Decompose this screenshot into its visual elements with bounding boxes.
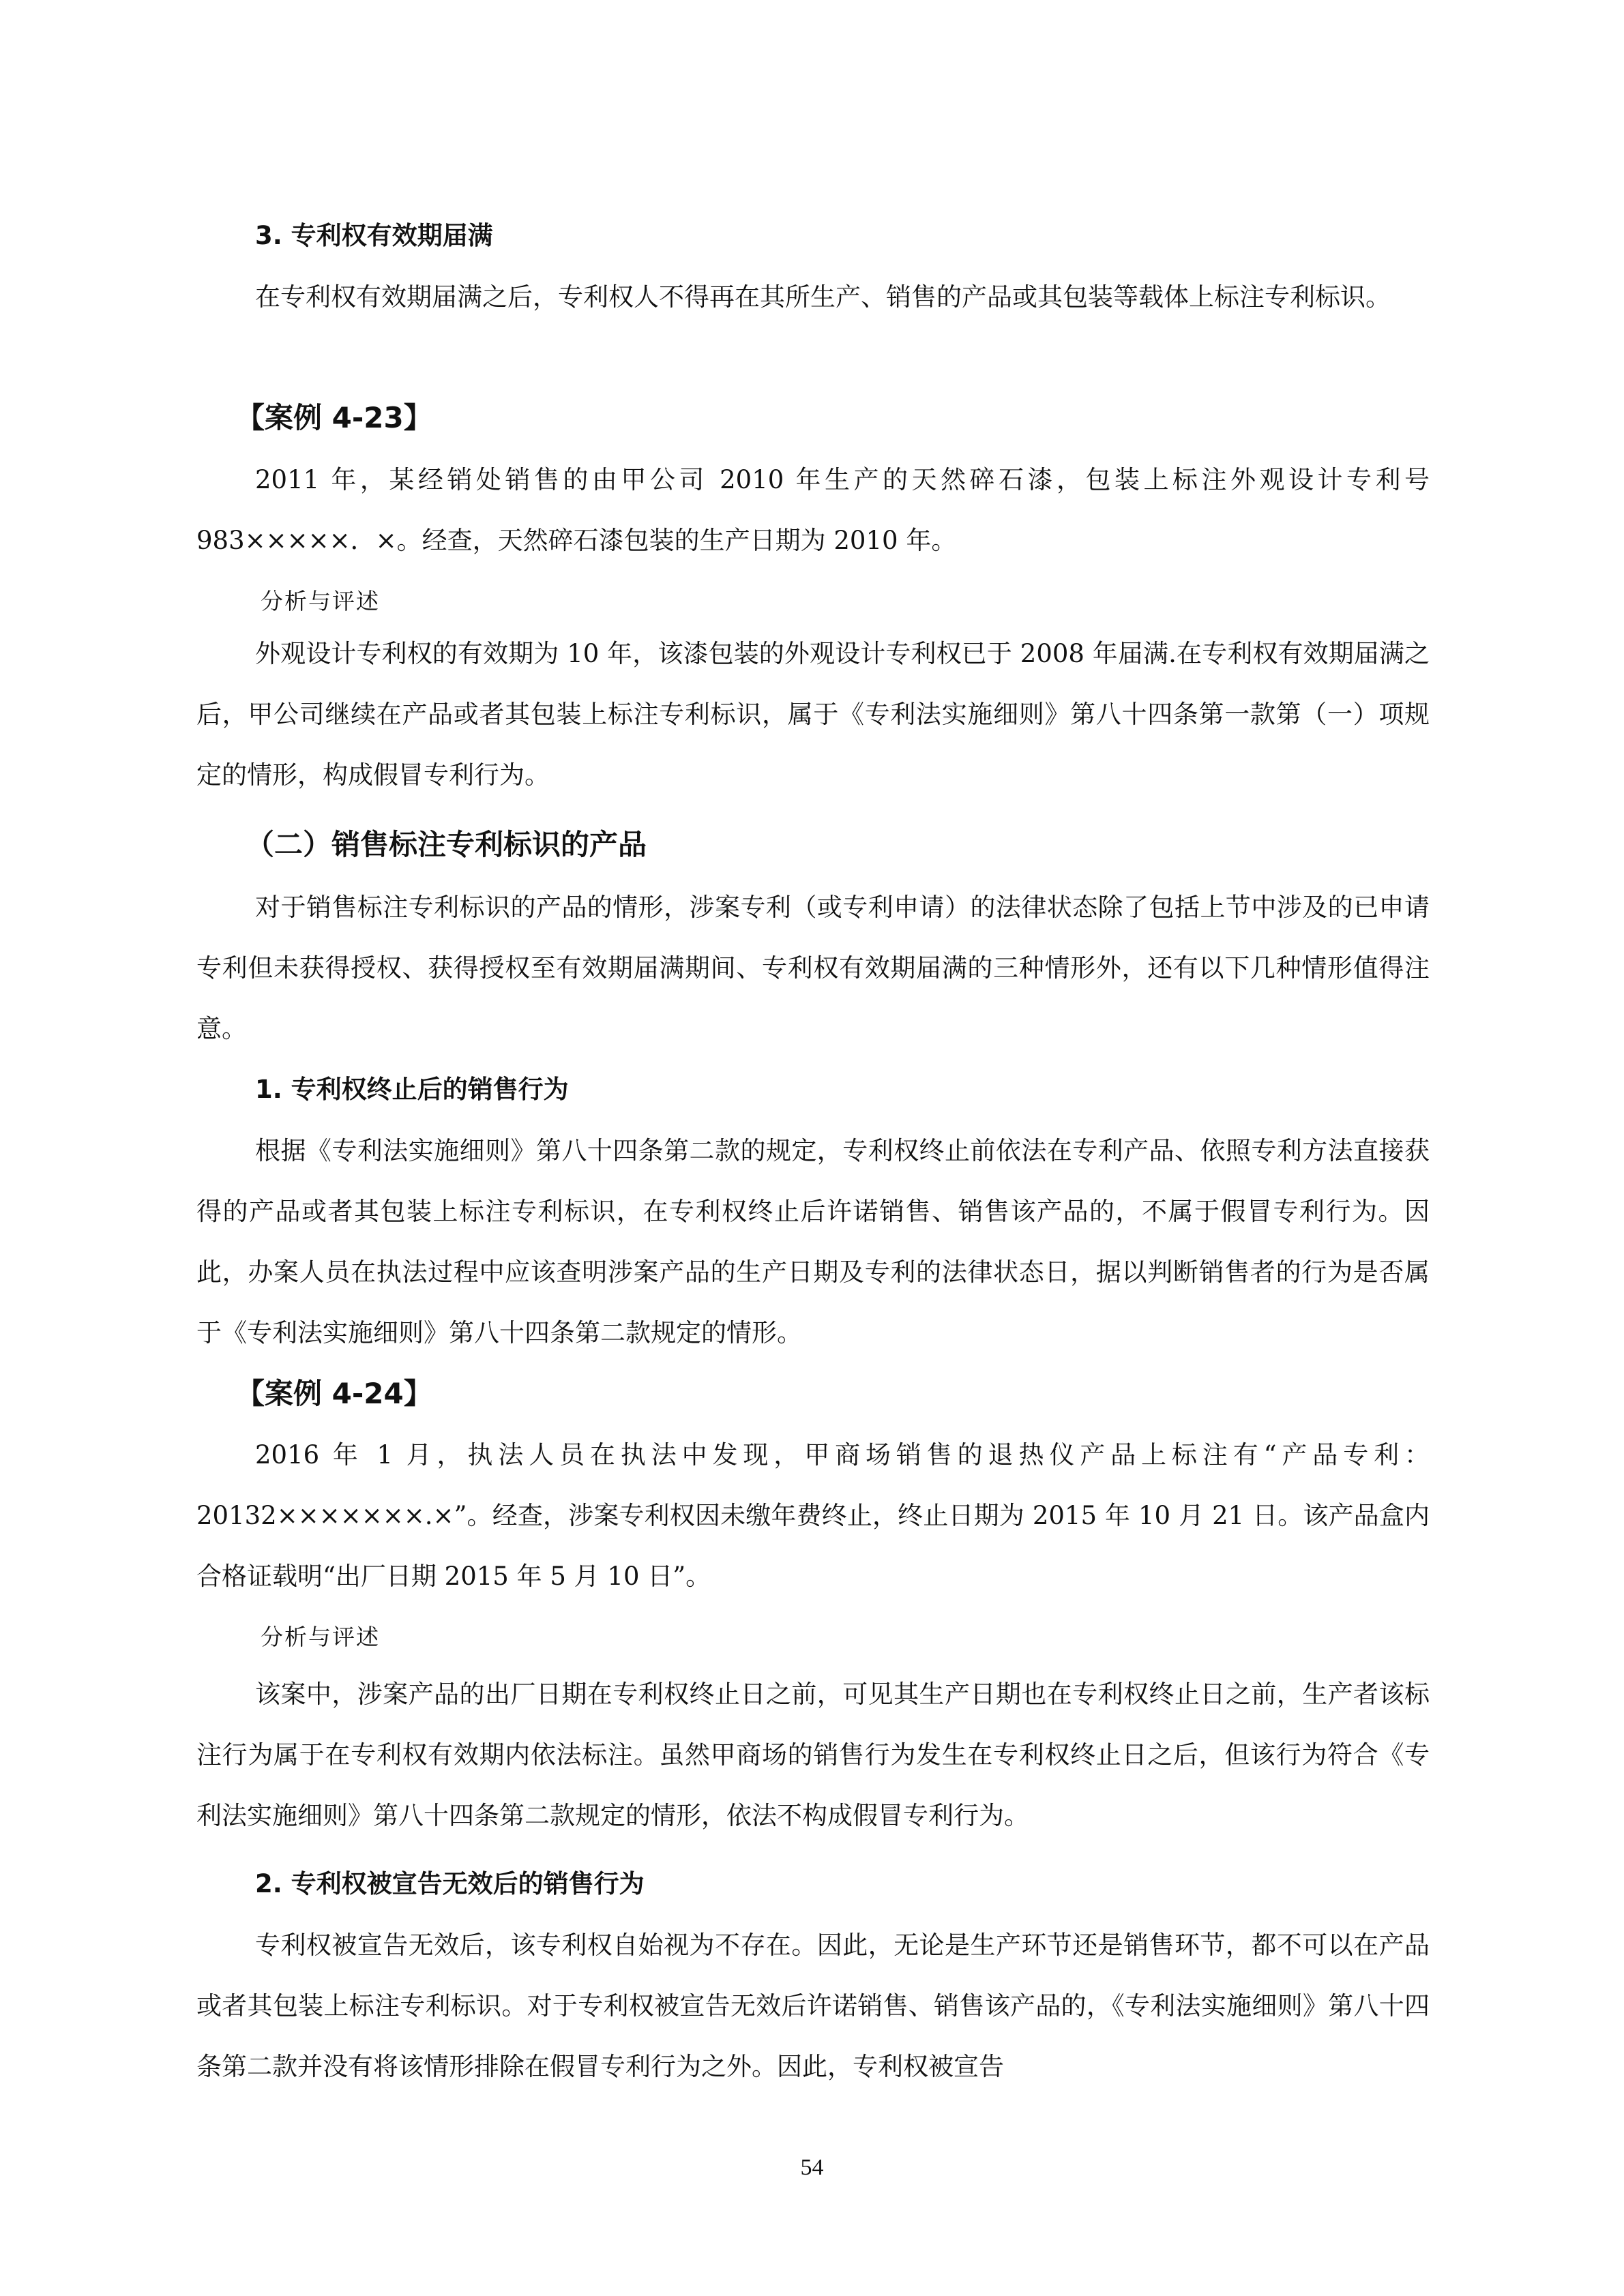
section-heading-patent-expiry: 3. 专利权有效期届满 — [255, 221, 493, 250]
section-heading-after-termination: 1. 专利权终止后的销售行为 — [255, 1075, 569, 1104]
paragraph-analysis-4-23: 外观设计专利权的有效期为 10 年，该漆包装的外观设计专利权已于 2008 年届满.在专利权有效期届满之后，甲公司继续在产品或者其包装上标注专利标识，属于《专利法实施细则》第八十四条第一款第（一）项规定的情形，构成假冒专利行为。 — [196, 639, 1430, 790]
paragraph-analysis-4-24: 该案中，涉案产品的出厂日期在专利权终止日之前，可见其生产日期也在专利权终止日之前，生产者该标注行为属于在专利权有效期内依法标注。虽然甲商场的销售行为发生在专利权终止日之后，但该行为符合《专利法实施细则》第八十四条第二款规定的情形，依法不构成假冒专利行为。 — [196, 1680, 1430, 1830]
analysis-heading-1: 分析与评述 — [261, 588, 380, 614]
paragraph-sales-intro: 对于销售标注专利标识的产品的情形，涉案专利（或专利申请）的法律状态除了包括上节中涉及的已申请专利但未获得授权、获得授权至有效期届满期间、专利权有效期届满的三种情形外，还有以下几种情形值得注意。 — [196, 893, 1430, 1043]
paragraph-termination-rule: 根据《专利法实施细则》第八十四条第二款的规定，专利权终止前依法在专利产品、依照专利方法直接获得的产品或者其包装上标注专利标识，在专利权终止后许诺销售、销售该产品的，不属于假冒专利行为。因此，办案人员在执法过程中应该查明涉案产品的生产日期及专利的法律状态日，据以判断销售者的行为是否属于《专利法实施细则》第八十四条第二款规定的情形。 — [196, 1136, 1430, 1347]
section-heading-sales: （二）销售标注专利标识的产品 — [246, 828, 647, 861]
page-number: 54 — [800, 2155, 824, 2180]
case-heading-4-24: 【案例 4-24】 — [236, 1377, 432, 1410]
case-heading-4-23: 【案例 4-23】 — [236, 401, 432, 434]
paragraph-invalidation-rule: 专利权被宣告无效后，该专利权自始视为不存在。因此，无论是生产环节还是销售环节，都不可以在产品或者其包装上标注专利标识。对于专利权被宣告无效后许诺销售、销售该产品的，《专利法实施细则》第八十四条第二款并没有将该情形排除在假冒专利行为之外。因此，专利权被宣告 — [196, 1930, 1430, 2081]
analysis-heading-2: 分析与评述 — [261, 1624, 380, 1650]
paragraph-case-4-23: 2011 年，某经销处销售的由甲公司 2010 年生产的天然碎石漆，包装上标注外观设计专利号 983×××××．×。经查，天然碎石漆包装的生产日期为 2010 年。 — [196, 465, 1430, 555]
section-heading-invalidation: 2. 专利权被宣告无效后的销售行为 — [255, 1869, 645, 1898]
paragraph-case-4-24: 2016 年 1 月，执法人员在执法中发现，甲商场销售的退热仪产品上标注有“产品专利：20132×××××××.×”。经查，涉案专利权因未缴年费终止，终止日期为 2015 年 10 月 21 日。该产品盒内合格证载明“出厂日期 2015 年 5 月 10 日”。 — [196, 1440, 1430, 1591]
paragraph-expiry-rule: 在专利权有效期届满之后，专利权人不得再在其所生产、销售的产品或其包装等载体上标注专利标识。 — [255, 282, 1391, 312]
